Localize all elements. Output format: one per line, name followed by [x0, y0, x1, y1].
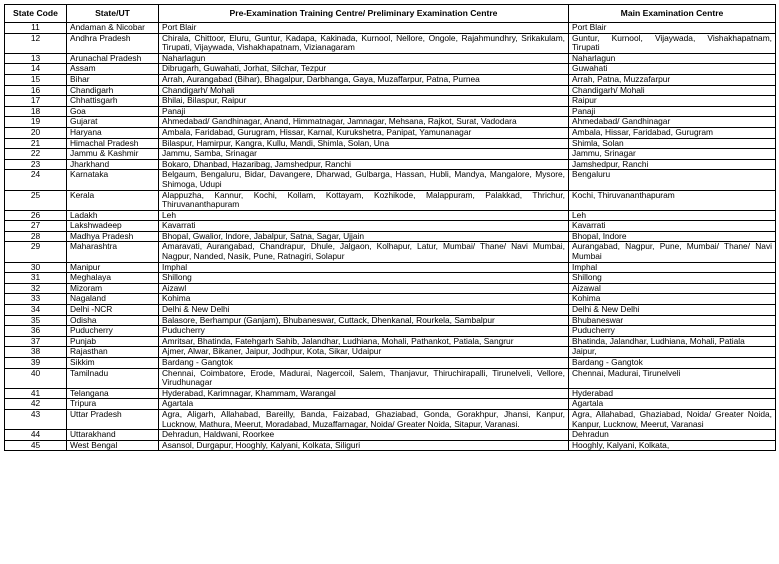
main-exam-centres-cell: Hyderabad	[569, 388, 776, 399]
main-exam-centres-cell: Kochi, Thiruvananthapuram	[569, 190, 776, 210]
pre-exam-centres-cell: Chennai, Coimbatore, Erode, Madurai, Nagercoil, Salem, Thanjavur, Thiruchirapalli, Tirunelveli, Vellore, Virudhunagar	[159, 368, 569, 388]
pre-exam-centres-cell: Puducherry	[159, 326, 569, 337]
pre-exam-centres-cell: Jammu, Samba, Srinagar	[159, 149, 569, 160]
table-row	[5, 294, 776, 305]
pre-exam-centres-cell: Ahmedabad/ Gandhinagar, Anand, Himmatnagar, Jamnagar, Mehsana, Rajkot, Surat, Vadodara	[159, 117, 569, 128]
pre-exam-centres-cell: Bhopal, Gwalior, Indore, Jabalpur, Satna, Sagar, Ujjain	[159, 231, 569, 242]
pre-exam-centres-cell: Shillong	[159, 273, 569, 284]
state-code-cell: 37	[5, 336, 67, 347]
table-row	[5, 262, 776, 273]
state-name-cell: Manipur	[67, 262, 159, 273]
pre-exam-centres-cell: Dehradun, Haldwani, Roorkee	[159, 430, 569, 441]
state-name-cell: Sikkim	[67, 358, 159, 369]
table-row	[5, 149, 776, 160]
header-state-code: State Code	[5, 5, 67, 23]
state-code-cell: 38	[5, 347, 67, 358]
table-row	[5, 336, 776, 347]
state-name-cell: Lakshwadeep	[67, 221, 159, 232]
state-name-cell: Jammu & Kashmir	[67, 149, 159, 160]
state-code-cell: 30	[5, 262, 67, 273]
main-exam-centres-cell: Jamshedpur, Ranchi	[569, 159, 776, 170]
table-row	[5, 440, 776, 451]
table-row	[5, 159, 776, 170]
state-code-cell: 14	[5, 64, 67, 75]
state-code-cell: 33	[5, 294, 67, 305]
table-row	[5, 273, 776, 284]
table-row	[5, 358, 776, 369]
state-name-cell: Himachal Pradesh	[67, 138, 159, 149]
state-code-cell: 45	[5, 440, 67, 451]
main-exam-centres-cell: Aizawal	[569, 283, 776, 294]
header-main-exam-centre: Main Examination Centre	[569, 5, 776, 23]
state-name-cell: Tamilnadu	[67, 368, 159, 388]
state-name-cell: Tripura	[67, 399, 159, 410]
state-name-cell: Mizoram	[67, 283, 159, 294]
pre-exam-centres-cell: Belgaum, Bengaluru, Bidar, Davangere, Dharwad, Gulbarga, Hassan, Hubli, Mandya, Mangalore, Mysore, Shimoga, Udupi	[159, 170, 569, 190]
main-exam-centres-cell: Imphal	[569, 262, 776, 273]
table-row	[5, 283, 776, 294]
table-row	[5, 409, 776, 429]
table-row	[5, 368, 776, 388]
state-name-cell: Uttar Pradesh	[67, 409, 159, 429]
state-name-cell: Jharkhand	[67, 159, 159, 170]
pre-exam-centres-cell: Arrah, Aurangabad (Bihar), Bhagalpur, Darbhanga, Gaya, Muzaffarpur, Patna, Purnea	[159, 74, 569, 85]
pre-exam-centres-cell: Aizawl	[159, 283, 569, 294]
main-exam-centres-cell: Leh	[569, 210, 776, 221]
table-body	[5, 23, 776, 451]
table-row	[5, 85, 776, 96]
main-exam-centres-cell: Puducherry	[569, 326, 776, 337]
main-exam-centres-cell: Raipur	[569, 96, 776, 107]
state-code-cell: 12	[5, 33, 67, 53]
state-name-cell: Kerala	[67, 190, 159, 210]
pre-exam-centres-cell: Delhi & New Delhi	[159, 305, 569, 316]
state-name-cell: Andhra Pradesh	[67, 33, 159, 53]
state-code-cell: 15	[5, 74, 67, 85]
main-exam-centres-cell: Bhatinda, Jalandhar, Ludhiana, Mohali, Patiala	[569, 336, 776, 347]
state-name-cell: Madhya Pradesh	[67, 231, 159, 242]
table-row	[5, 190, 776, 210]
pre-exam-centres-cell: Amritsar, Bhatinda, Fatehgarh Sahib, Jalandhar, Ludhiana, Mohali, Pathankot, Patiala, Sangrur	[159, 336, 569, 347]
main-exam-centres-cell: Guwahati	[569, 64, 776, 75]
table-row	[5, 127, 776, 138]
main-exam-centres-cell: Bhopal, Indore	[569, 231, 776, 242]
header-row	[5, 5, 776, 23]
state-name-cell: Uttarakhand	[67, 430, 159, 441]
state-code-cell: 31	[5, 273, 67, 284]
state-code-cell: 35	[5, 315, 67, 326]
state-name-cell: West Bengal	[67, 440, 159, 451]
state-name-cell: Haryana	[67, 127, 159, 138]
pre-exam-centres-cell: Naharlagun	[159, 53, 569, 64]
state-code-cell: 32	[5, 283, 67, 294]
state-code-cell: 40	[5, 368, 67, 388]
main-exam-centres-cell: Bengaluru	[569, 170, 776, 190]
pre-exam-centres-cell: Ambala, Faridabad, Gurugram, Hissar, Karnal, Kurukshetra, Panipat, Yamunanagar	[159, 127, 569, 138]
state-code-cell: 29	[5, 242, 67, 262]
state-name-cell: Rajasthan	[67, 347, 159, 358]
pre-exam-centres-cell: Leh	[159, 210, 569, 221]
pre-exam-centres-cell: Bhilai, Bilaspur, Raipur	[159, 96, 569, 107]
main-exam-centres-cell: Naharlagun	[569, 53, 776, 64]
table-row	[5, 399, 776, 410]
table-row	[5, 117, 776, 128]
state-code-cell: 16	[5, 85, 67, 96]
state-name-cell: Telangana	[67, 388, 159, 399]
main-exam-centres-cell: Shimla, Solan	[569, 138, 776, 149]
state-code-cell: 28	[5, 231, 67, 242]
table-row	[5, 221, 776, 232]
pre-exam-centres-cell: Hyderabad, Karimnagar, Khammam, Warangal	[159, 388, 569, 399]
table-row	[5, 315, 776, 326]
state-name-cell: Arunachal Pradesh	[67, 53, 159, 64]
pre-exam-centres-cell: Bokaro, Dhanbad, Hazaribag, Jamshedpur, Ranchi	[159, 159, 569, 170]
table-row	[5, 231, 776, 242]
pre-exam-centres-cell: Imphal	[159, 262, 569, 273]
state-code-cell: 27	[5, 221, 67, 232]
state-name-cell: Assam	[67, 64, 159, 75]
table-row	[5, 347, 776, 358]
state-code-cell: 44	[5, 430, 67, 441]
state-name-cell: Gujarat	[67, 117, 159, 128]
table-row	[5, 23, 776, 34]
pre-exam-centres-cell: Dibrugarh, Guwahati, Jorhat, Silchar, Tezpur	[159, 64, 569, 75]
main-exam-centres-cell: Bardang - Gangtok	[569, 358, 776, 369]
pre-exam-centres-cell: Ajmer, Alwar, Bikaner, Jaipur, Jodhpur, Kota, Sikar, Udaipur	[159, 347, 569, 358]
main-exam-centres-cell: Aurangabad, Nagpur, Pune, Mumbai/ Thane/ Navi Mumbai	[569, 242, 776, 262]
table-row	[5, 430, 776, 441]
pre-exam-centres-cell: Kohima	[159, 294, 569, 305]
header-state-ut: State/UT	[67, 5, 159, 23]
state-name-cell: Ladakh	[67, 210, 159, 221]
main-exam-centres-cell: Chennai, Madurai, Tirunelveli	[569, 368, 776, 388]
state-code-cell: 25	[5, 190, 67, 210]
state-code-cell: 26	[5, 210, 67, 221]
main-exam-centres-cell: Jammu, Srinagar	[569, 149, 776, 160]
state-code-cell: 36	[5, 326, 67, 337]
main-exam-centres-cell: Ambala, Hissar, Faridabad, Gurugram	[569, 127, 776, 138]
main-exam-centres-cell: Dehradun	[569, 430, 776, 441]
table-row	[5, 388, 776, 399]
state-code-cell: 20	[5, 127, 67, 138]
state-name-cell: Bihar	[67, 74, 159, 85]
main-exam-centres-cell: Chandigarh/ Mohali	[569, 85, 776, 96]
state-code-cell: 18	[5, 106, 67, 117]
state-name-cell: Goa	[67, 106, 159, 117]
main-exam-centres-cell: Hooghly, Kalyani, Kolkata,	[569, 440, 776, 451]
state-code-cell: 22	[5, 149, 67, 160]
state-code-cell: 11	[5, 23, 67, 34]
state-code-cell: 23	[5, 159, 67, 170]
state-name-cell: Odisha	[67, 315, 159, 326]
main-exam-centres-cell: Kavarrati	[569, 221, 776, 232]
state-name-cell: Punjab	[67, 336, 159, 347]
state-code-cell: 21	[5, 138, 67, 149]
pre-exam-centres-cell: Chandigarh/ Mohali	[159, 85, 569, 96]
main-exam-centres-cell: Ahmedabad/ Gandhinagar	[569, 117, 776, 128]
state-code-cell: 13	[5, 53, 67, 64]
state-name-cell: Karnataka	[67, 170, 159, 190]
main-exam-centres-cell: Panaji	[569, 106, 776, 117]
main-exam-centres-cell: Shillong	[569, 273, 776, 284]
main-exam-centres-cell: Port Blair	[569, 23, 776, 34]
state-code-cell: 24	[5, 170, 67, 190]
table-row	[5, 33, 776, 53]
table-row	[5, 138, 776, 149]
table-row	[5, 74, 776, 85]
pre-exam-centres-cell: Port Blair	[159, 23, 569, 34]
table-row	[5, 305, 776, 316]
main-exam-centres-cell: Jaipur,	[569, 347, 776, 358]
main-exam-centres-cell: Agra, Allahabad, Ghaziabad, Noida/ Greater Noida, Kanpur, Lucknow, Meerut, Varanasi	[569, 409, 776, 429]
main-exam-centres-cell: Kohima	[569, 294, 776, 305]
pre-exam-centres-cell: Bilaspur, Hamirpur, Kangra, Kullu, Mandi, Shimla, Solan, Una	[159, 138, 569, 149]
main-exam-centres-cell: Bhubaneswar	[569, 315, 776, 326]
pre-exam-centres-cell: Panaji	[159, 106, 569, 117]
table-row	[5, 326, 776, 337]
table-row	[5, 242, 776, 262]
state-code-cell: 19	[5, 117, 67, 128]
state-name-cell: Puducherry	[67, 326, 159, 337]
state-name-cell: Delhi -NCR	[67, 305, 159, 316]
header-pre-exam-centre: Pre-Examination Training Centre/ Preliminary Examination Centre	[159, 5, 569, 23]
pre-exam-centres-cell: Agartala	[159, 399, 569, 410]
pre-exam-centres-cell: Chirala, Chittoor, Eluru, Guntur, Kadapa, Kakinada, Kurnool, Nellore, Ongole, Rajahmundhry, Srikakulam, Tirupati, Vijaywada, Vishakhapatnam, Vizianagaram	[159, 33, 569, 53]
pre-exam-centres-cell: Balasore, Berhampur (Ganjam), Bhubaneswar, Cuttack, Dhenkanal, Rourkela, Sambalpur	[159, 315, 569, 326]
pre-exam-centres-cell: Alappuzha, Kannur, Kochi, Kollam, Kottayam, Kozhikode, Malappuram, Palakkad, Thrichur, Thiruvananthapuram	[159, 190, 569, 210]
table-row	[5, 210, 776, 221]
pre-exam-centres-cell: Amaravati, Aurangabad, Chandrapur, Dhule, Jalgaon, Kolhapur, Latur, Mumbai/ Thane/ Navi Mumbai, Nagpur, Nanded, Nasik, Pune, Ratnagiri, Solapur	[159, 242, 569, 262]
state-name-cell: Nagaland	[67, 294, 159, 305]
state-name-cell: Meghalaya	[67, 273, 159, 284]
main-exam-centres-cell: Arrah, Patna, Muzzafarpur	[569, 74, 776, 85]
pre-exam-centres-cell: Kavarrati	[159, 221, 569, 232]
table-row	[5, 96, 776, 107]
table-row	[5, 64, 776, 75]
state-name-cell: Andaman & Nicobar	[67, 23, 159, 34]
pre-exam-centres-cell: Agra, Aligarh, Allahabad, Bareilly, Banda, Faizabad, Ghaziabad, Gonda, Gorakhpur, Jhansi, Kanpur, Lucknow, Mathura, Meerut, Moradabad, Muzaffarnagar, Noida/ Greater Noida, Sitapur, Varanasi.	[159, 409, 569, 429]
state-code-cell: 42	[5, 399, 67, 410]
state-code-cell: 39	[5, 358, 67, 369]
main-exam-centres-cell: Guntur, Kurnool, Vijaywada, Vishakhapatnam, Tirupati	[569, 33, 776, 53]
state-code-cell: 43	[5, 409, 67, 429]
pre-exam-centres-cell: Bardang - Gangtok	[159, 358, 569, 369]
state-code-cell: 17	[5, 96, 67, 107]
state-name-cell: Maharashtra	[67, 242, 159, 262]
state-code-cell: 34	[5, 305, 67, 316]
table-row	[5, 106, 776, 117]
table-row	[5, 170, 776, 190]
state-name-cell: Chandigarh	[67, 85, 159, 96]
exam-centres-table	[4, 4, 776, 451]
table-row	[5, 53, 776, 64]
state-code-cell: 41	[5, 388, 67, 399]
state-name-cell: Chhattisgarh	[67, 96, 159, 107]
pre-exam-centres-cell: Asansol, Durgapur, Hooghly, Kalyani, Kolkata, Siliguri	[159, 440, 569, 451]
main-exam-centres-cell: Agartala	[569, 399, 776, 410]
main-exam-centres-cell: Delhi & New Delhi	[569, 305, 776, 316]
